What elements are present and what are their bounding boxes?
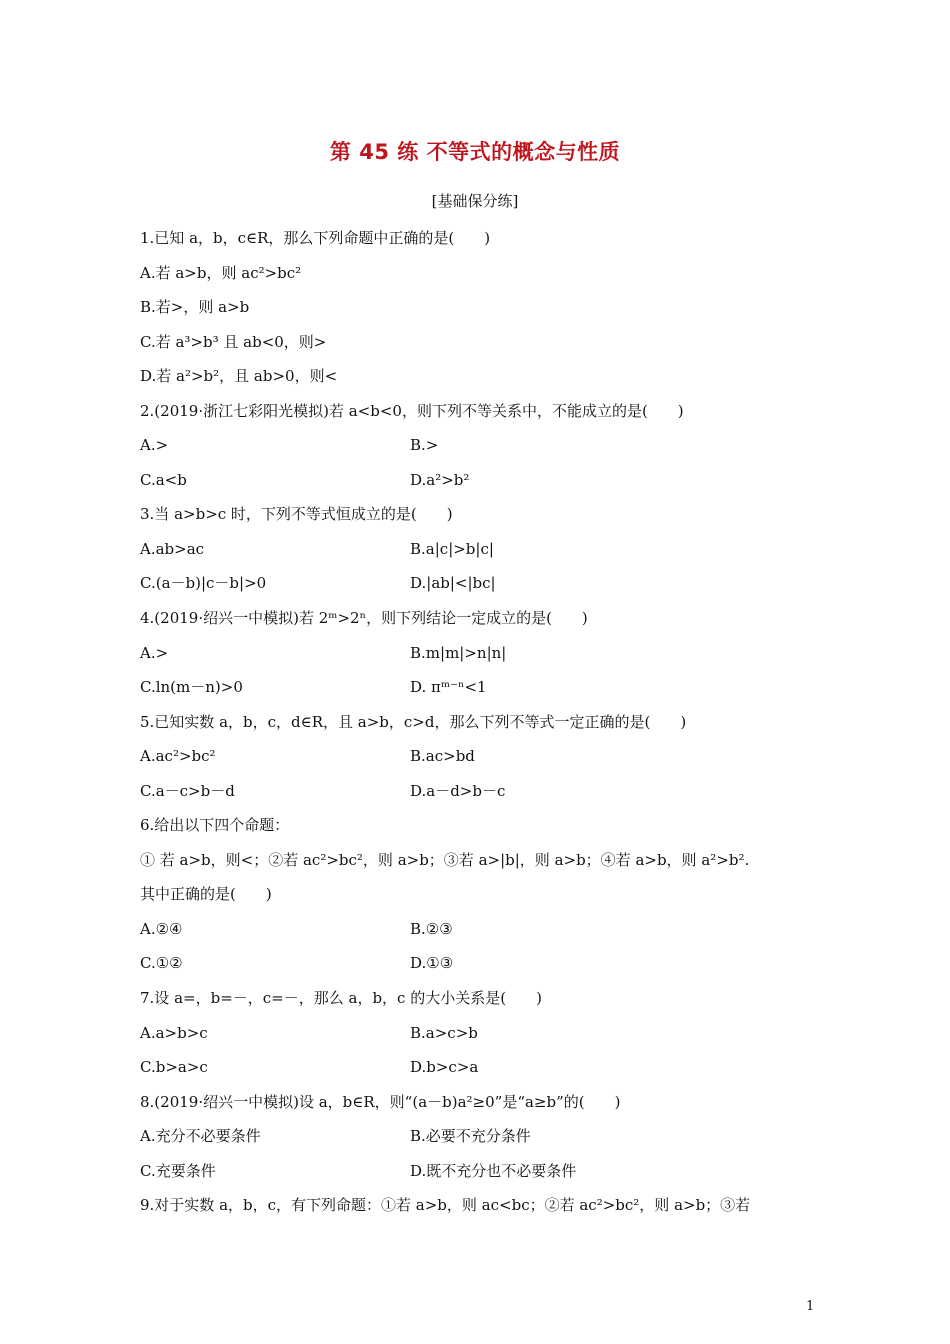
question-stem: 1.已知 a，b，c∈R，那么下列命题中正确的是( ) bbox=[140, 229, 491, 247]
option-d: D. πᵐ⁻ⁿ<1 bbox=[410, 678, 487, 697]
question-prompt: 其中正确的是( ) bbox=[140, 885, 272, 904]
option-row bbox=[140, 739, 820, 774]
option-a: A.若 a>b，则 ac²>bc² bbox=[140, 263, 302, 282]
option-c: C.①② bbox=[140, 954, 183, 973]
option-c: C.a<b bbox=[140, 470, 187, 489]
option-d: D.|ab|<|bc| bbox=[410, 574, 496, 593]
option-a: A.②④ bbox=[140, 919, 183, 938]
question-stem: 8.(2019·绍兴一中模拟)设 a，b∈R，则“(a－b)a²≥0”是“a≥b”的( ) bbox=[140, 1092, 621, 1111]
option-d: D.若 a²>b²，且 ab>0，则< bbox=[140, 367, 338, 386]
page-number: 1 bbox=[806, 1299, 815, 1314]
option-c: C.(a－b)|c－b|>0 bbox=[140, 574, 267, 593]
option-d: D.a²>b² bbox=[410, 470, 470, 489]
option-d: D.a－d>b－c bbox=[410, 781, 506, 800]
option-d: D.b>c>a bbox=[410, 1058, 479, 1077]
option-row bbox=[140, 1119, 820, 1154]
section-label: [基础保分练] bbox=[431, 192, 519, 210]
option-row bbox=[140, 1154, 820, 1189]
option-row bbox=[140, 566, 820, 601]
option-a: A.ab>ac bbox=[140, 539, 205, 558]
option-c: C.ln(m－n)>0 bbox=[140, 678, 243, 697]
option-row bbox=[140, 946, 820, 981]
option-row bbox=[140, 670, 820, 705]
option-c: C.充要条件 bbox=[140, 1161, 216, 1180]
option-row bbox=[140, 428, 820, 463]
question-stem: 6.给出以下四个命题： bbox=[140, 816, 290, 835]
question-stem: 2.(2019·浙江七彩阳光模拟)若 a<b<0，则下列不等关系中，不能成立的是( ) bbox=[140, 401, 684, 420]
option-b: B.若>，则 a>b bbox=[140, 298, 250, 317]
option-d: D.①③ bbox=[410, 954, 454, 973]
option-a: A.> bbox=[140, 643, 169, 662]
option-b: B.②③ bbox=[410, 919, 453, 938]
question-stem: 3.当 a>b>c 时，下列不等式恒成立的是( ) bbox=[140, 505, 453, 524]
option-c: C.a－c>b－d bbox=[140, 781, 235, 800]
option-a: A.> bbox=[140, 436, 169, 455]
question-stem: 4.(2019·绍兴一中模拟)若 2ᵐ>2ⁿ，则下列结论一定成立的是( ) bbox=[140, 609, 588, 628]
option-row bbox=[140, 912, 820, 947]
option-b: B.必要不充分条件 bbox=[410, 1127, 531, 1146]
page-title: 第 45 练 不等式的概念与性质 bbox=[329, 140, 621, 164]
option-b: B.a|c|>b|c| bbox=[410, 539, 494, 558]
question-list bbox=[140, 221, 820, 1223]
option-d: D.既不充分也不必要条件 bbox=[410, 1161, 577, 1180]
option-row bbox=[140, 463, 820, 498]
option-row bbox=[140, 1016, 820, 1051]
option-row bbox=[140, 636, 820, 671]
option-b: B.ac>bd bbox=[410, 747, 475, 766]
option-b: B.a>c>b bbox=[410, 1023, 478, 1042]
option-a: A.充分不必要条件 bbox=[140, 1127, 261, 1146]
option-row bbox=[140, 774, 820, 809]
option-row bbox=[140, 532, 820, 567]
question-stem: 9.对于实数 a，b，c，有下列命题：①若 a>b，则 ac<bc；②若 ac²>bc²，则 a>b；③若 bbox=[140, 1196, 751, 1215]
option-a: A.a>b>c bbox=[140, 1023, 208, 1042]
question-statement: ① 若 a>b，则<；②若 ac²>bc²，则 a>b；③若 a>|b|，则 a>b；④若 a>b，则 a²>b². bbox=[140, 850, 750, 869]
option-c: C.若 a³>b³ 且 ab<0，则> bbox=[140, 332, 327, 351]
question-stem: 7.设 a=，b=－，c=－，那么 a，b，c 的大小关系是( ) bbox=[140, 989, 542, 1008]
option-c: C.b>a>c bbox=[140, 1058, 208, 1077]
option-b: B.m|m|>n|n| bbox=[410, 643, 507, 662]
question-stem: 5.已知实数 a，b，c，d∈R，且 a>b，c>d，那么下列不等式一定正确的是( ) bbox=[140, 712, 687, 731]
option-a: A.ac²>bc² bbox=[140, 747, 216, 766]
option-row bbox=[140, 1050, 820, 1085]
option-b: B.> bbox=[410, 436, 439, 455]
